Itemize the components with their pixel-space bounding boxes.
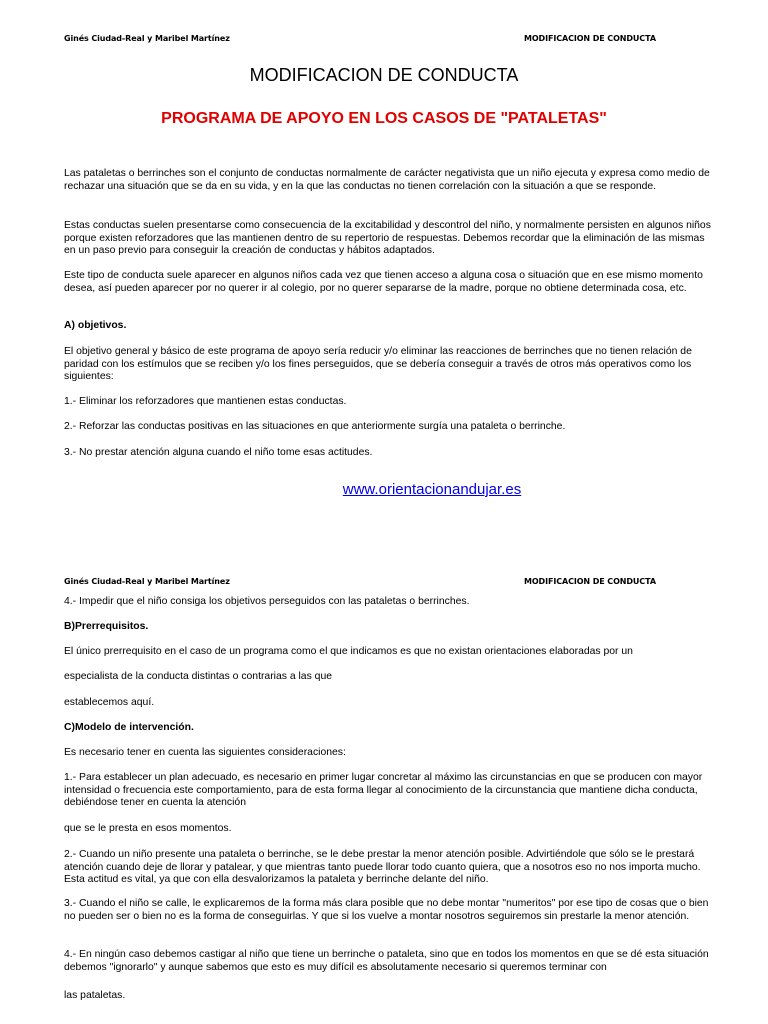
- list-item-objective-2: 2.- Reforzar las conductas positivas en las situaciones en que anteriormente surgía una pataleta o berrinche.: [64, 421, 566, 432]
- page-header-title: MODIFICACION DE CONDUCTA: [524, 577, 656, 586]
- paragraph-intro: Las pataletas o berrinches son el conjunto de conductas normalmente de carácter negativista que un niño ejecuta y expresa como medio de rechazar una situación que se da en su vida, y en la que las conductas no tienen correlación con la situación a que se responde.: [64, 168, 710, 192]
- list-item-objective-1: 1.- Eliminar los reforzadores que mantienen estas conductas.: [64, 396, 347, 407]
- page-header-author: Ginés Ciudad-Real y Maribel Martínez: [64, 577, 230, 586]
- heading-prerequisites: B)Prerrequisitos.: [64, 621, 149, 632]
- paragraph-prerequisite-line-1: El único prerrequisito en el caso de un programa como el que indicamos es que no existan orientaciones elaboradas por un: [64, 646, 633, 657]
- paragraph-causes: Estas conductas suelen presentarse como consecuencia de la excitabilidad y descontrol del niño, y normalmente persisten en algunos niños porque existen reforzadores que las mantienen dentro de su repertorio de respuestas. Debemos recordar que la eliminación de las mismas en un paso previo para conseguir la creación de conductas y hábitos adaptados.: [64, 220, 711, 257]
- paragraph-prerequisite-line-3: establecemos aquí.: [64, 697, 155, 708]
- consideration-1-continued: que se le presta en esos momentos.: [64, 823, 232, 834]
- consideration-4: 4.- En ningún caso debemos castigar al niño que tiene un berrinche o pataleta, sino que en todos los momentos en que se dé esta situación debemos "ignorarlo" y aunque sabemos que esto es muy difícil es absolutamente necesario si queremos terminar con: [64, 949, 709, 973]
- heading-objectives: A) objetivos.: [64, 320, 127, 331]
- paragraph-prerequisite-line-2: especialista de la conducta distintas o contrarias a las que: [64, 671, 333, 682]
- website-link[interactable]: www.orientacionandujar.es: [342, 481, 522, 498]
- heading-intervention-model: C)Modelo de intervención.: [64, 722, 194, 733]
- list-item-objective-4: 4.- Impedir que el niño consiga los objetivos perseguidos con las pataletas o berrinches.: [64, 596, 470, 607]
- consideration-4-continued: las pataletas.: [64, 990, 126, 1001]
- consideration-2: 2.- Cuando un niño presente una pataleta o berrinche, se le debe prestar la menor atención posible. Advirtiéndole que sólo se le prestará atención cuando deje de llorar y patalear, y que mientras tanto puede llorar todo cuanto quiera, que a nosotros eso no nos importa mucho. Esta actitud es vital, ya que con ella desvalorizamos la pataleta y berrinche delante del niño.: [64, 849, 701, 886]
- page-header-author: Ginés Ciudad-Real y Maribel Martínez: [64, 34, 230, 43]
- document-title: MODIFICACION DE CONDUCTA: [249, 65, 519, 85]
- document-subtitle: PROGRAMA DE APOYO EN LOS CASOS DE "PATALETAS": [161, 110, 607, 127]
- consideration-3: 3.- Cuando el niño se calle, le explicaremos de la forma más clara posible que no debe montar "numeritos" por ese tipo de cosas que o bien no pueden ser o bien no es la forma de conseguirlas. Y que si los vuelve a montar nosotros seguiremos sin prestarle la menor atención.: [64, 898, 709, 922]
- consideration-1: 1.- Para establecer un plan adecuado, es necesario en primer lugar concretar al máximo las circunstancias en que se producen con mayor intensidad o frecuencia este comportamiento, para de esta forma llegar al conocimiento de la circunstancia que mantiene dicha conducta, debiéndose tener en cuenta la atención: [64, 772, 703, 809]
- paragraph-situations: Este tipo de conducta suele aparecer en algunos niños cada vez que tienen acceso a alguna cosa o situación que en ese mismo momento desea, así pueden aparecer por no querer ir al colegio, por no querer separarse de la madre, porque no obtiene determinada cosa, etc.: [64, 270, 703, 294]
- paragraph-objectives: El objetivo general y básico de este programa de apoyo sería reducir y/o eliminar las reacciones de berrinches que no tienen relación de paridad con los estímulos que se reciben y/o los fines perseguidos, que se debería conseguir a través de otros más operativos como los siguientes:: [64, 346, 692, 383]
- paragraph-considerations: Es necesario tener en cuenta las siguientes consideraciones:: [64, 747, 346, 758]
- list-item-objective-3: 3.- No prestar atención alguna cuando el niño tome esas actitudes.: [64, 447, 373, 458]
- page-header-title: MODIFICACION DE CONDUCTA: [524, 34, 656, 43]
